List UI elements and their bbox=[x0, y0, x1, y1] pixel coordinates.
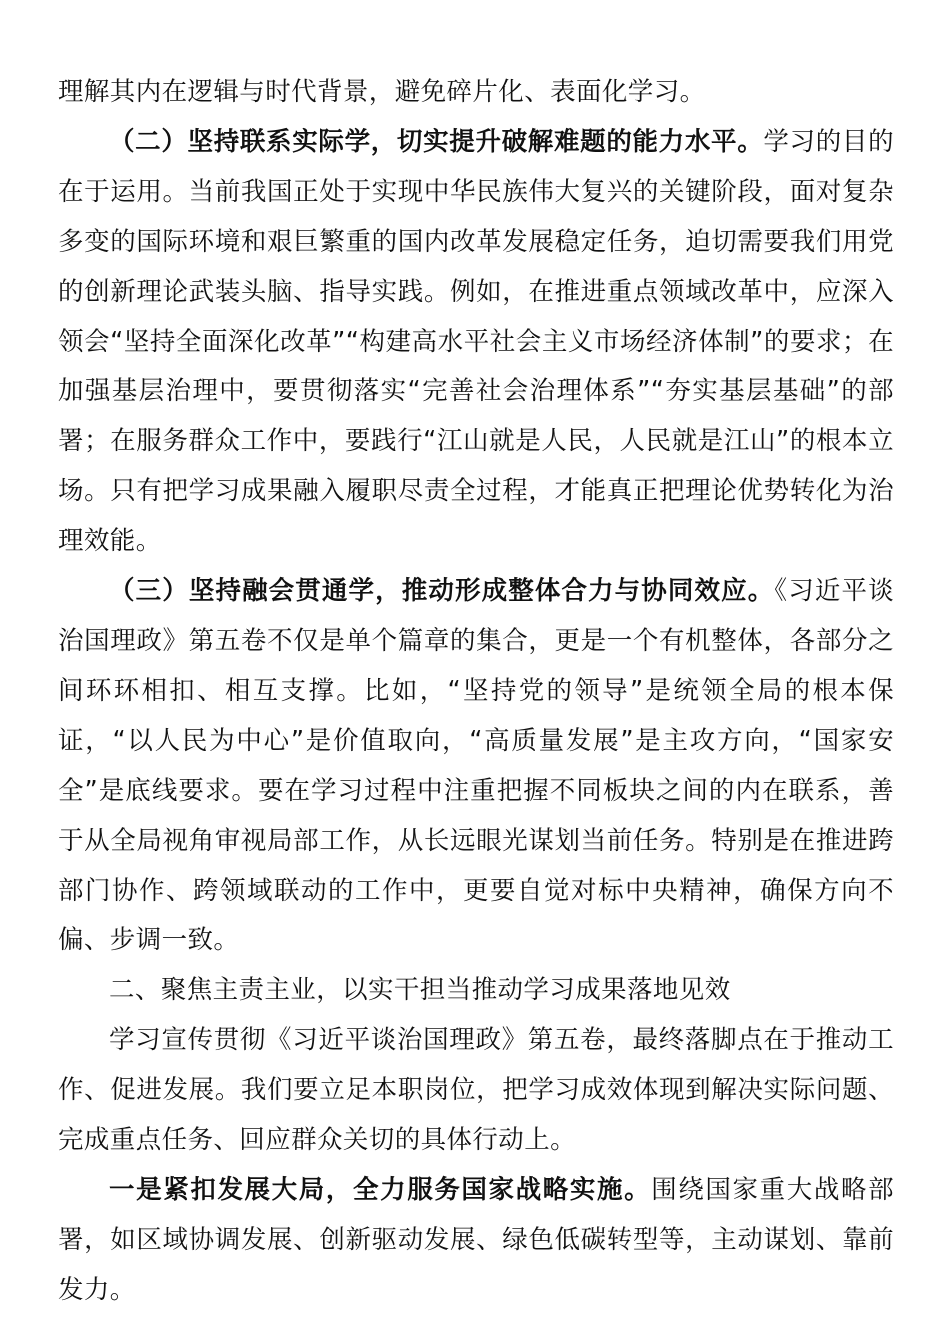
chapter-heading-text: 二、聚焦主责主业，以实干担当推动学习成果落地见效 bbox=[109, 975, 731, 1006]
section-heading: （三）坚持融会贯通学，推动形成整体合力与协同效应。 bbox=[109, 576, 775, 607]
paragraph-text: 围绕国家重大战略部署，如区域协调发展、创新驱动发展、绿色低碳转型等，主动谋划、靠前发力。 bbox=[58, 1174, 894, 1305]
paragraph-text: 学习宣传贯彻《习近平谈治国理政》第五卷，最终落脚点在于推动工作、促进发展。我们要立足本职岗位，把学习成效体现到解决实际问题、完成重点任务、回应群众关切的具体行动上。 bbox=[58, 1025, 894, 1156]
paragraph-section-two bbox=[58, 118, 894, 567]
point-heading: 一是紧扣发展大局，全力服务国家战略实施。 bbox=[109, 1174, 652, 1205]
paragraph-text: 《习近平谈治国理政》第五卷不仅是单个篇章的集合，更是一个有机整体，各部分之间环环相扣、相互支撑。比如，“坚持党的领导”是统领全局的根本保证，“以人民为中心”是价值取向，“高质量发展”是主攻方向，“国家安全”是底线要求。要在学习过程中注重把握不同板块之间的内在联系，善于从全局视角审视局部工作，从长远眼光谋划当前任务。特别是在推进跨部门协作、跨领域联动的工作中，更要自觉对标中央精神，确保方向不偏、步调一致。 bbox=[58, 576, 894, 956]
document-page bbox=[58, 68, 894, 1316]
paragraph-text: 学习的目的在于运用。当前我国正处于实现中华民族伟大复兴的关键阶段，面对复杂多变的国际环境和艰巨繁重的国内改革发展稳定任务，迫切需要我们用党的创新理论武装头脑、指导实践。例如，在推进重点领域改革中，应深入领会“坚持全面深化改革”“构建高水平社会主义市场经济体制”的要求；在加强基层治理中，要贯彻落实“完善社会治理体系”“夯实基层基础”的部署；在服务群众工作中，要践行“江山就是人民，人民就是江山”的根本立场。只有把学习成果融入履职尽责全过程，才能真正把理论优势转化为治理效能。 bbox=[58, 126, 894, 557]
paragraph-section-three bbox=[58, 567, 894, 966]
paragraph-continuation bbox=[58, 68, 894, 118]
paragraph-intro bbox=[58, 1016, 894, 1166]
section-heading: （二）坚持联系实际学，切实提升破解难题的能力水平。 bbox=[109, 126, 764, 157]
chapter-heading bbox=[58, 966, 894, 1016]
paragraph-point-one bbox=[58, 1166, 894, 1316]
paragraph-text: 理解其内在逻辑与时代背景，避免碎片化、表面化学习。 bbox=[58, 77, 706, 107]
